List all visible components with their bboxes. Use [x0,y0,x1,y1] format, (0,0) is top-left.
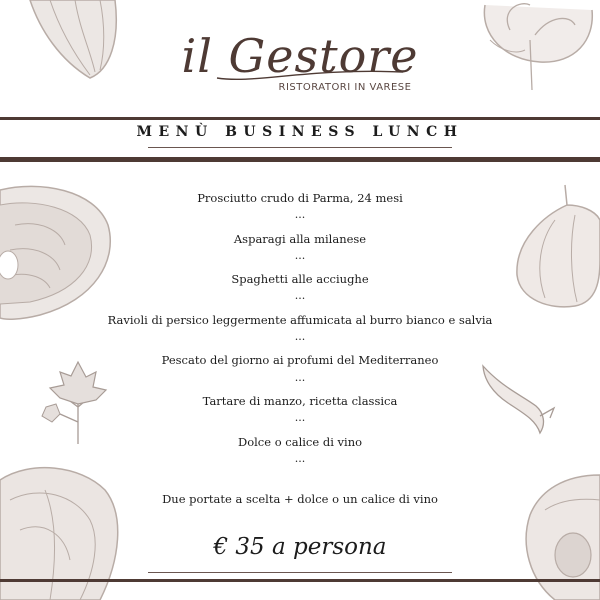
title-underline [148,147,452,148]
menu-separator: ... [294,330,306,344]
menu-separator: ... [294,248,306,262]
menu-item: Prosciutto crudo di Parma, 24 mesi [197,191,403,205]
footer-rule [0,579,600,582]
menu-item: Dolce o calice di vino [237,434,363,449]
menu-item: Ravioli di persico leggermente affumicata al burro bianco e salvia [107,312,493,327]
menu-separator: ... [294,451,306,465]
menu-item: Asparagi alla milanese [233,231,367,246]
menu-list [0,188,600,472]
menu-separator: ... [294,370,306,384]
brand-subtitle: RISTORATORI IN VARESE [278,82,412,93]
menu-separator: ... [294,411,306,425]
page-title: MENÙ BUSINESS LUNCH [136,124,464,140]
header-rule-top [0,117,600,120]
header-rule-bottom [0,157,600,162]
menu-item: Pescato del giorno ai profumi del Mediterraneo [161,353,439,368]
menu-item: Spaghetti alle acciughe [231,272,369,287]
price-underline [148,572,452,573]
menu-separator: ... [294,289,306,303]
brand-name: il Gestore [181,29,419,83]
offer-text: Due portate a scelta + dolce o un calice di vino [162,492,438,506]
menu-item: Tartare di manzo, ricetta classica [202,393,398,408]
price-text: € 35 a persona [213,534,387,560]
menu-separator: ... [294,208,306,222]
